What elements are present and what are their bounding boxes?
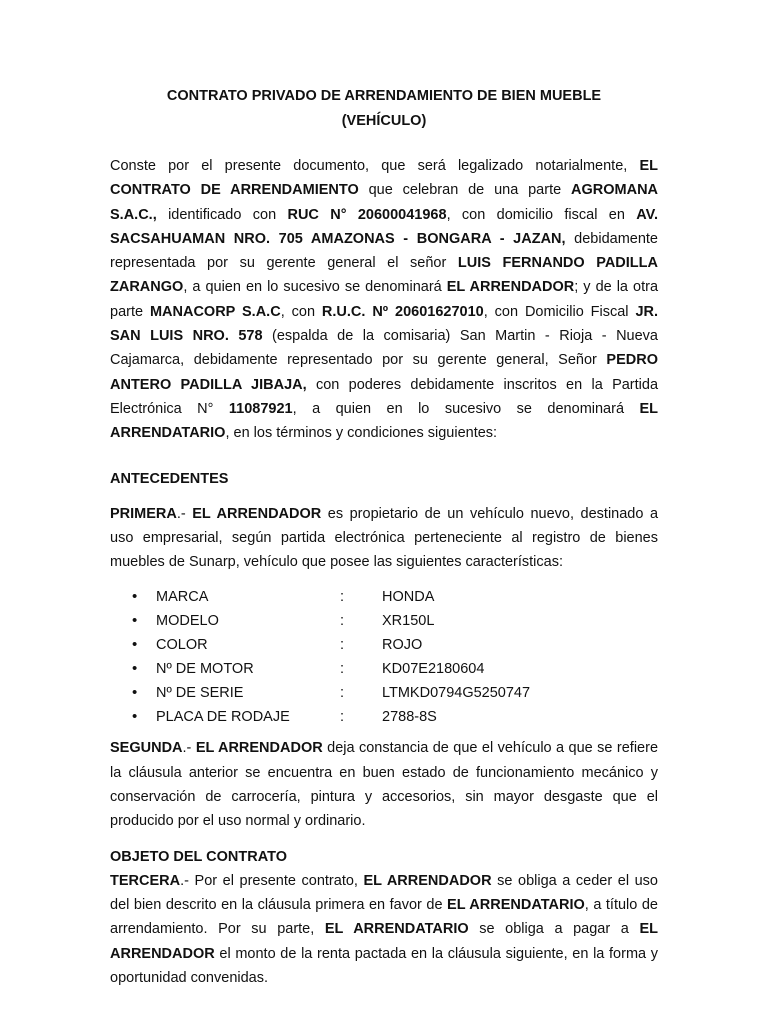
bold-text-run: MANACORP S.A.C xyxy=(149,303,281,320)
text-run: .- xyxy=(182,740,196,757)
bold-text-run: PRIMERA xyxy=(110,505,177,522)
spec-separator: : xyxy=(340,661,345,678)
bullet-icon xyxy=(110,705,156,729)
text-run: que celebran de una parte xyxy=(358,182,572,199)
spec-item xyxy=(110,633,658,657)
bold-text-run: SEGUNDA xyxy=(110,740,183,757)
spec-label: MODELO xyxy=(156,613,219,630)
bold-text-run: AGROMANA S.A.C., xyxy=(110,182,659,223)
bold-text-run: LUIS FERNANDO PADILLA ZARANGO xyxy=(110,255,658,296)
clause-tercera xyxy=(110,869,658,990)
spec-value: HONDA xyxy=(382,589,435,606)
spec-separator: : xyxy=(340,589,345,606)
text-run: se obliga a pagar a xyxy=(468,921,640,938)
text-run: Conste por el presente documento, que será legalizado notarialmente, xyxy=(110,158,640,174)
bullet-icon xyxy=(110,657,156,681)
text-run: ; y de la otra parte xyxy=(110,279,659,320)
bold-text-run: RUC N° 20600041968 xyxy=(287,206,447,223)
text-run: identificado con xyxy=(156,206,288,223)
bold-text-run: JR. SAN LUIS NRO. 578 xyxy=(110,303,659,345)
text-run: , a quien en lo sucesivo se denominará xyxy=(183,279,447,296)
text-run: con poderes debidamente inscritos en la Partida Electrónica N° xyxy=(110,376,659,417)
text-run: debidamente representada por su gerente general el señor xyxy=(110,230,658,272)
bold-text-run: EL ARRENDATARIO xyxy=(324,921,469,938)
bold-text-run: AV. SACSAHUAMAN NRO. 705 AMAZONAS - BONGARA - JAZAN, xyxy=(110,206,658,247)
bold-text-run: EL ARRENDADOR xyxy=(446,279,575,296)
spec-label: Nº DE SERIE xyxy=(156,685,244,702)
bold-text-run: EL ARRENDATARIO xyxy=(447,896,585,913)
text-run: , con domicilio fiscal en xyxy=(446,206,637,223)
bold-text-run: EL ARRENDADOR xyxy=(192,505,322,522)
bold-text-run: 11087921 xyxy=(228,400,293,417)
spec-value: ROJO xyxy=(382,637,423,654)
bullet-icon xyxy=(110,585,156,609)
document-subtitle: (VEHÍCULO) xyxy=(341,113,427,129)
spec-label: MARCA xyxy=(156,589,209,606)
spec-value: 2788-8S xyxy=(382,709,437,726)
clause-primera xyxy=(110,502,658,575)
bold-text-run: PEDRO ANTERO PADILLA JIBAJA, xyxy=(110,352,658,393)
spec-label: COLOR xyxy=(156,637,208,654)
spec-value: XR150L xyxy=(382,613,435,630)
spec-item xyxy=(110,705,658,729)
text-run: deja constancia de que el vehículo a que se refiere la cláusula anterior se encuentra en buen estado de funcionamiento mecánico y conservación de carrocería, pintura y accesorios, sin mayor desgaste que el producido por el uso normal y ordinario. xyxy=(110,740,659,830)
heading-objeto: OBJETO DEL CONTRATO xyxy=(110,848,287,865)
spec-label: PLACA DE RODAJE xyxy=(156,709,290,726)
spec-label: Nº DE MOTOR xyxy=(156,661,254,678)
bold-text-run: EL ARRENDADOR xyxy=(195,740,323,757)
text-run: , en los términos y condiciones siguientes: xyxy=(225,425,498,442)
text-run: , a título de arrendamiento. Por su parte, xyxy=(110,896,658,938)
spec-separator: : xyxy=(340,613,345,630)
text-run: .- xyxy=(176,505,193,522)
vehicle-specs-list xyxy=(110,585,658,729)
bold-text-run: TERCERA xyxy=(110,872,181,889)
spec-item xyxy=(110,681,658,705)
text-run: .- Por el presente contrato, xyxy=(180,872,364,889)
text-run: el monto de la renta pactada en la cláusula siguiente, en la forma y oportunidad convenidas. xyxy=(110,945,658,986)
bold-text-run: EL CONTRATO DE ARRENDAMIENTO xyxy=(110,158,658,199)
bold-text-run: EL ARRENDADOR xyxy=(110,921,658,962)
spec-item xyxy=(110,657,658,681)
text-run: es propietario de un vehículo nuevo, destinado a uso empresarial, según partida electrónica perteneciente al registro de bienes muebles de Sunarp, vehículo que posee las siguientes características: xyxy=(110,505,659,571)
spec-separator: : xyxy=(340,637,345,654)
heading-antecedentes: ANTECEDENTES xyxy=(110,470,229,487)
bold-text-run: EL ARRENDATARIO xyxy=(110,400,658,442)
document-title: CONTRATO PRIVADO DE ARRENDAMIENTO DE BIEN MUEBLE xyxy=(166,88,602,104)
text-run: se obliga a ceder el uso del bien descrito en la cláusula primera en favor de xyxy=(110,872,658,913)
spec-separator: : xyxy=(340,709,345,726)
bullet-icon xyxy=(110,681,156,705)
text-run: (espalda de la comisaria) San Martin - Rioja - Nueva Cajamarca, debidamente representado por su gerente general, Señor xyxy=(110,328,658,369)
text-run: , con xyxy=(280,303,322,320)
text-run: , a quien en lo sucesivo se denominará xyxy=(292,400,640,417)
bullet-icon xyxy=(110,633,156,657)
bullet-icon xyxy=(110,609,156,633)
spec-separator: : xyxy=(340,685,345,702)
bold-text-run: R.U.C. Nº 20601627010 xyxy=(321,303,484,320)
text-run: , con Domicilio Fiscal xyxy=(483,303,636,320)
bold-text-run: EL ARRENDADOR xyxy=(363,872,492,889)
spec-item xyxy=(110,585,658,609)
spec-item xyxy=(110,609,658,633)
intro-paragraph xyxy=(110,154,658,446)
clause-segunda xyxy=(110,736,658,833)
spec-value: KD07E2180604 xyxy=(382,661,485,678)
spec-value: LTMKD0794G5250747 xyxy=(382,685,531,702)
